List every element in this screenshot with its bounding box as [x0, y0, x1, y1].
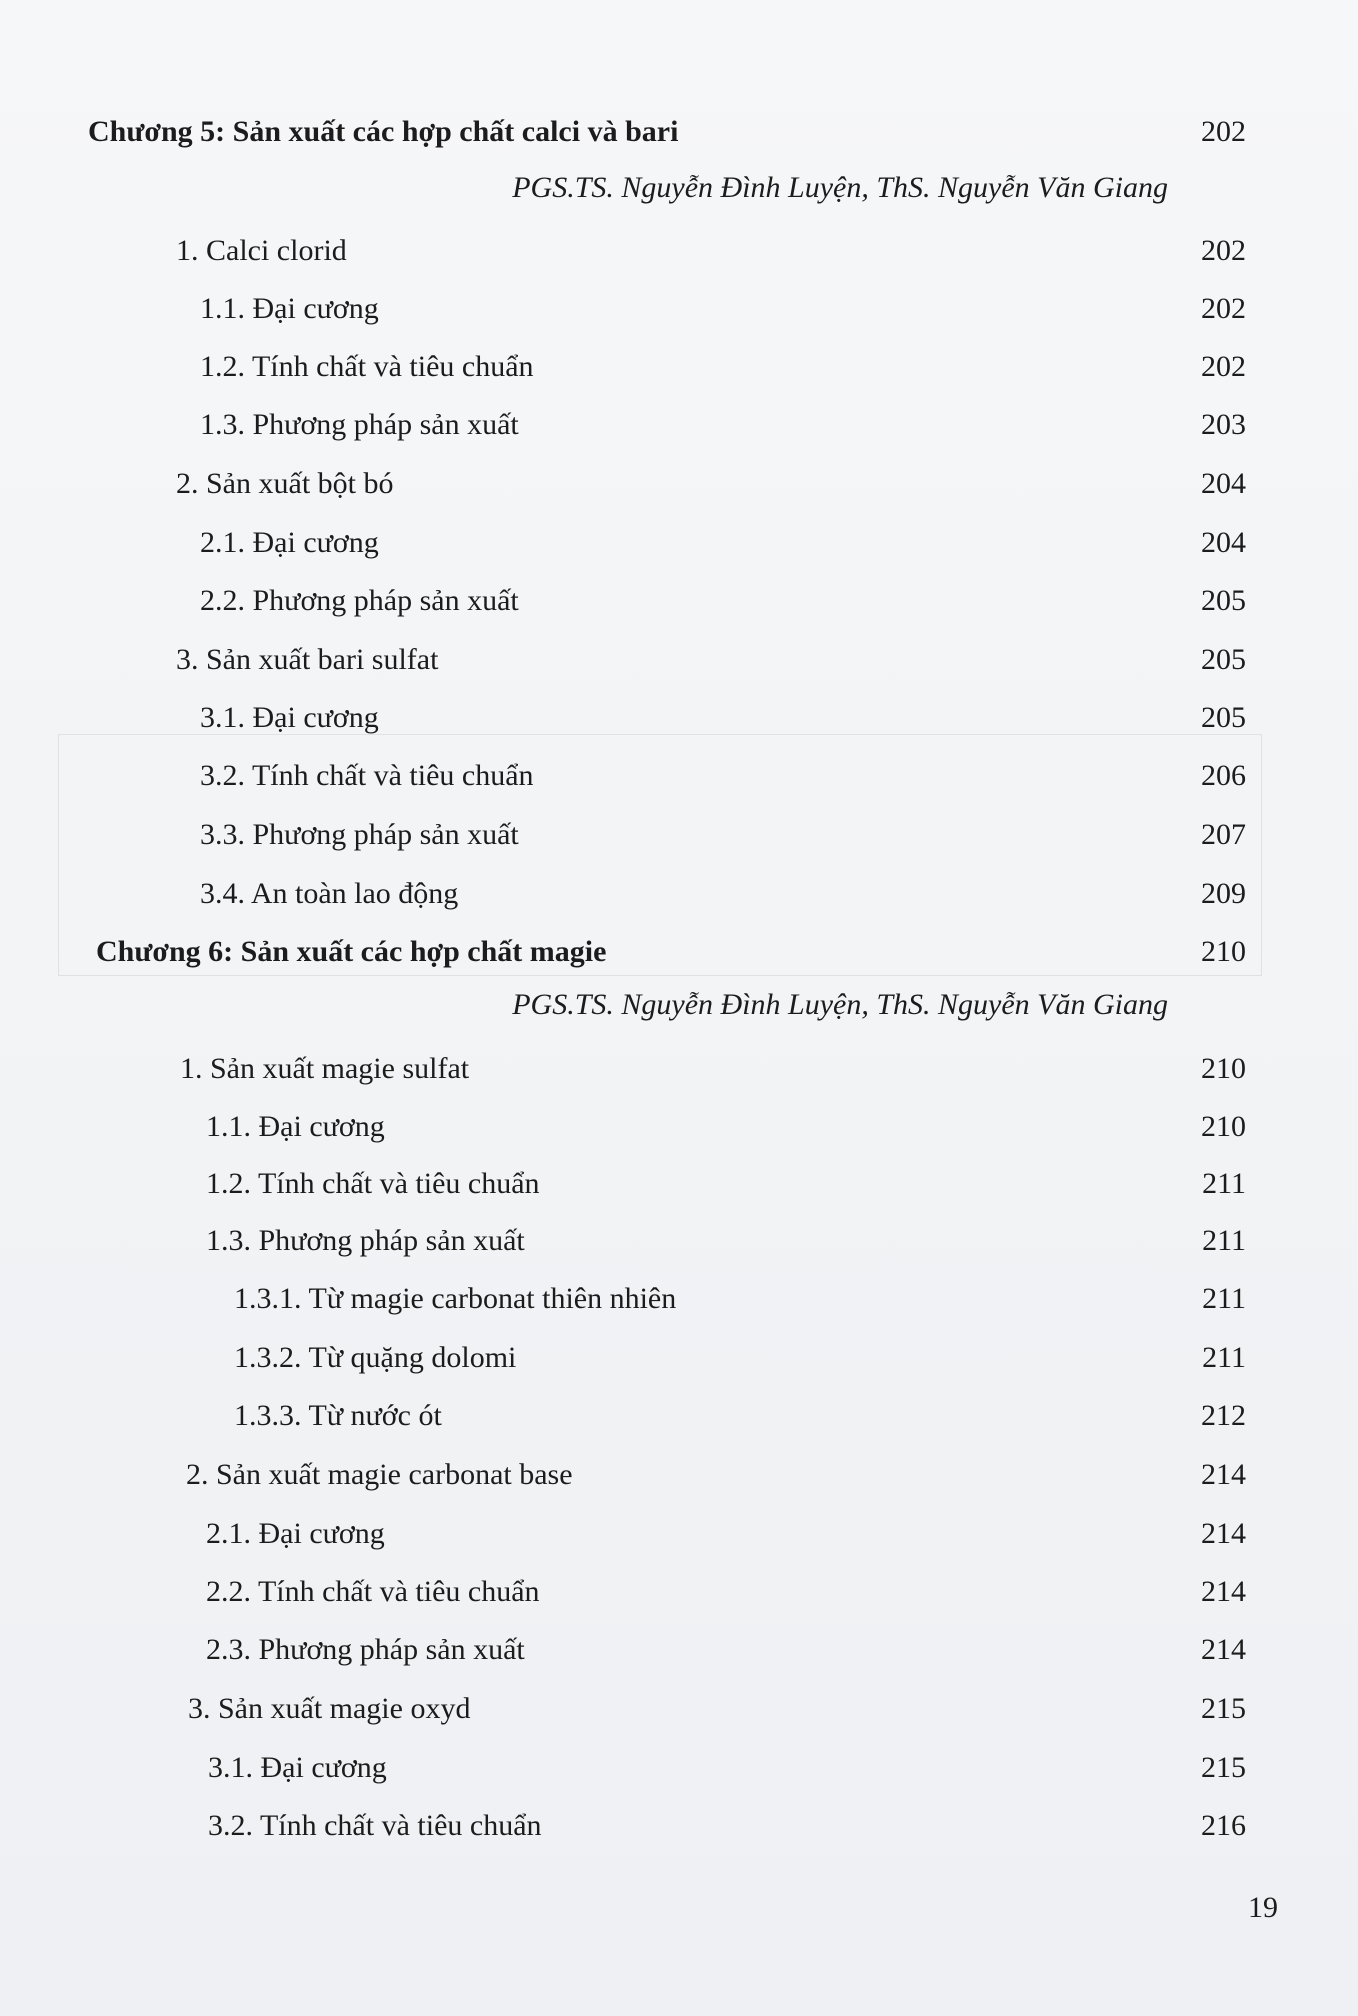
toc-entry-page: 209 [1201, 877, 1246, 910]
toc-entry [0, 1748, 1358, 1788]
toc-entry [0, 581, 1358, 621]
chapter-page: 202 [1201, 115, 1246, 148]
toc-entry [0, 347, 1358, 387]
toc-entry-label: 2. Sản xuất magie carbonat base [186, 1458, 573, 1491]
chapter-5-heading [0, 112, 1358, 152]
toc-entry [0, 1806, 1358, 1846]
toc-entry-page: 207 [1201, 818, 1246, 851]
toc-entry [0, 874, 1358, 914]
toc-entry-label: 3.1. Đại cương [208, 1751, 387, 1784]
toc-entry [0, 1455, 1358, 1495]
toc-entry-label: 1.2. Tính chất và tiêu chuẩn [206, 1167, 540, 1200]
toc-entry-page: 214 [1201, 1633, 1246, 1666]
toc-entry [0, 523, 1358, 563]
toc-entry-label: 3. Sản xuất bari sulfat [176, 643, 439, 676]
chapter-page: 210 [1201, 935, 1246, 968]
toc-entry-page: 215 [1201, 1692, 1246, 1725]
toc-entry-page: 202 [1201, 292, 1246, 325]
toc-entry-page: 214 [1201, 1575, 1246, 1608]
toc-entry [0, 1338, 1358, 1378]
toc-entry-label: 2.1. Đại cương [200, 526, 379, 559]
toc-entry-page: 206 [1201, 759, 1246, 792]
toc-entry [0, 1396, 1358, 1436]
toc-entry [0, 464, 1358, 504]
toc-entry [0, 1049, 1358, 1089]
toc-entry-page: 202 [1201, 350, 1246, 383]
toc-entry-label: 3.2. Tính chất và tiêu chuẩn [200, 759, 534, 792]
toc-entry-label: 1.3.2. Từ quặng dolomi [234, 1341, 517, 1374]
toc-entry-label: 2.2. Phương pháp sản xuất [200, 584, 519, 617]
toc-entry [0, 1107, 1358, 1147]
toc-entry [0, 289, 1358, 329]
toc-entry-page: 212 [1201, 1399, 1246, 1432]
toc-entry-label: 2. Sản xuất bột bó [176, 467, 394, 500]
toc-entry-label: 2.2. Tính chất và tiêu chuẩn [206, 1575, 540, 1608]
toc-entry-label: 1.3. Phương pháp sản xuất [200, 408, 519, 441]
toc-entry-label: 1.3.1. Từ magie carbonat thiên nhiên [234, 1282, 677, 1315]
toc-entry-page: 211 [1202, 1341, 1246, 1374]
toc-entry-page: 215 [1201, 1751, 1246, 1784]
toc-entry [0, 1572, 1358, 1612]
toc-entry-label: 1.1. Đại cương [200, 292, 379, 325]
toc-entry-page: 204 [1201, 467, 1246, 500]
toc-entry-label: 1.1. Đại cương [206, 1110, 385, 1143]
toc-entry [0, 1630, 1358, 1670]
toc-entry-label: 1. Calci clorid [176, 234, 347, 267]
chapter-6-heading [0, 932, 1358, 972]
toc-entry [0, 640, 1358, 680]
toc-entry-page: 211 [1202, 1282, 1246, 1315]
chapter-5-authors: PGS.TS. Nguyễn Đình Luyện, ThS. Nguyễn Văn Giang [512, 171, 1168, 204]
toc-entry [0, 1514, 1358, 1554]
toc-entry-page: 205 [1201, 643, 1246, 676]
toc-entry-label: 3.4. An toàn lao động [200, 877, 459, 910]
toc-entry-label: 1. Sản xuất magie sulfat [180, 1052, 470, 1085]
toc-entry-label: 1.2. Tính chất và tiêu chuẩn [200, 350, 534, 383]
toc-entry-label: 1.3. Phương pháp sản xuất [206, 1224, 525, 1257]
toc-entry-label: 2.3. Phương pháp sản xuất [206, 1633, 525, 1666]
toc-entry [0, 756, 1358, 796]
toc-entry [0, 231, 1358, 271]
toc-entry [0, 1221, 1358, 1261]
toc-entry [0, 1164, 1358, 1204]
toc-entry [0, 698, 1358, 738]
chapter-title: Chương 5: Sản xuất các hợp chất calci và bari [88, 115, 679, 148]
toc-entry-page: 205 [1201, 584, 1246, 617]
toc-entry-page: 210 [1201, 1110, 1246, 1143]
toc-entry [0, 405, 1358, 445]
chapter-title: Chương 6: Sản xuất các hợp chất magie [96, 935, 607, 968]
toc-entry-page: 211 [1202, 1224, 1246, 1257]
toc-entry-label: 2.1. Đại cương [206, 1517, 385, 1550]
toc-entry-page: 214 [1201, 1517, 1246, 1550]
toc-entry-label: 3.1. Đại cương [200, 701, 379, 734]
toc-entry-page: 204 [1201, 526, 1246, 559]
toc-entry-page: 211 [1202, 1167, 1246, 1200]
toc-entry [0, 815, 1358, 855]
toc-entry-page: 216 [1201, 1809, 1246, 1842]
toc-entry-page: 214 [1201, 1458, 1246, 1491]
toc-entry [0, 1279, 1358, 1319]
toc-entry-page: 205 [1201, 701, 1246, 734]
toc-entry-label: 3.2. Tính chất và tiêu chuẩn [208, 1809, 542, 1842]
chapter-6-authors: PGS.TS. Nguyễn Đình Luyện, ThS. Nguyễn Văn Giang [512, 988, 1168, 1021]
toc-entry-label: 3. Sản xuất magie oxyd [188, 1692, 471, 1725]
toc-entry-label: 1.3.3. Từ nước ót [234, 1399, 442, 1432]
toc-entry-page: 210 [1201, 1052, 1246, 1085]
toc-entry-page: 202 [1201, 234, 1246, 267]
page-number: 19 [1248, 1891, 1278, 1924]
toc-entry [0, 1689, 1358, 1729]
toc-entry-page: 203 [1201, 408, 1246, 441]
toc-entry-label: 3.3. Phương pháp sản xuất [200, 818, 519, 851]
